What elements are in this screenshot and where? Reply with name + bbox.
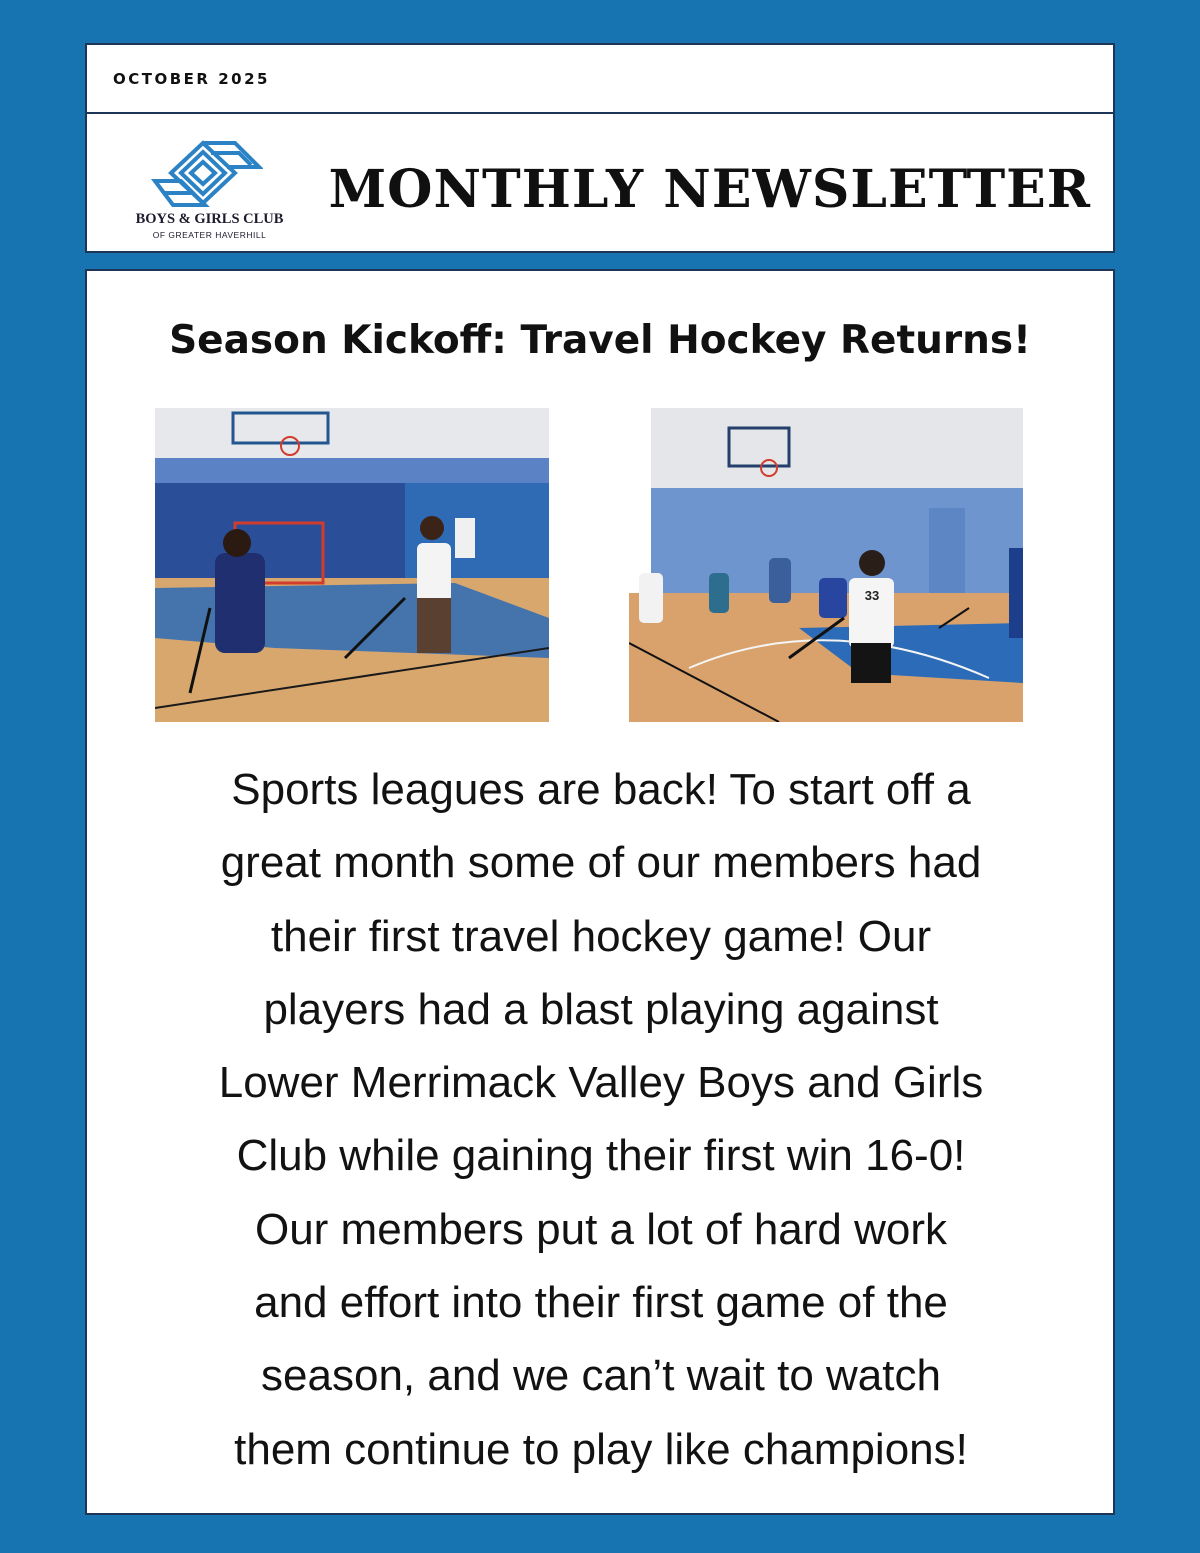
body-line: Sports leagues are back! To start off a xyxy=(231,765,971,814)
body-line: their first travel hockey game! Our xyxy=(270,911,932,961)
body-line: season, and we can’t wait to watch xyxy=(261,1351,941,1401)
body-line: Our members put a lot of hard work xyxy=(254,1204,948,1254)
article-body xyxy=(127,753,1075,1486)
body-line: Club while gaining their first win 16-0! xyxy=(236,1131,966,1181)
hockey-photo-left xyxy=(155,408,549,722)
issue-date: OCTOBER 2025 xyxy=(113,70,270,88)
body-line: Lower Merrimack Valley Boys and Girls xyxy=(218,1058,984,1108)
club-logo xyxy=(117,137,302,247)
body-line: great month some of our members had xyxy=(220,838,982,888)
newsletter-title: MONTHLY NEWSLETTER xyxy=(328,159,1091,220)
newsletter-header xyxy=(85,43,1115,253)
hands-logo-icon xyxy=(151,137,263,209)
logo-club-name: BOYS & GIRLS CLUB xyxy=(135,211,284,227)
body-line: and effort into their first game of the xyxy=(254,1278,948,1328)
date-row xyxy=(87,45,1113,114)
gym-photo-icon xyxy=(155,408,549,722)
logo-club-subtitle: OF GREATER HAVERHILL xyxy=(152,230,267,240)
body-line: them continue to play like champions! xyxy=(234,1424,968,1474)
body-line: players had a blast playing against xyxy=(263,984,939,1034)
gym-photo-icon xyxy=(629,408,1023,722)
hockey-photo-right xyxy=(629,408,1023,722)
article-heading: Season Kickoff: Travel Hockey Returns! xyxy=(169,318,1031,363)
article-panel xyxy=(85,269,1115,1515)
jersey-number: 33 xyxy=(864,588,880,603)
